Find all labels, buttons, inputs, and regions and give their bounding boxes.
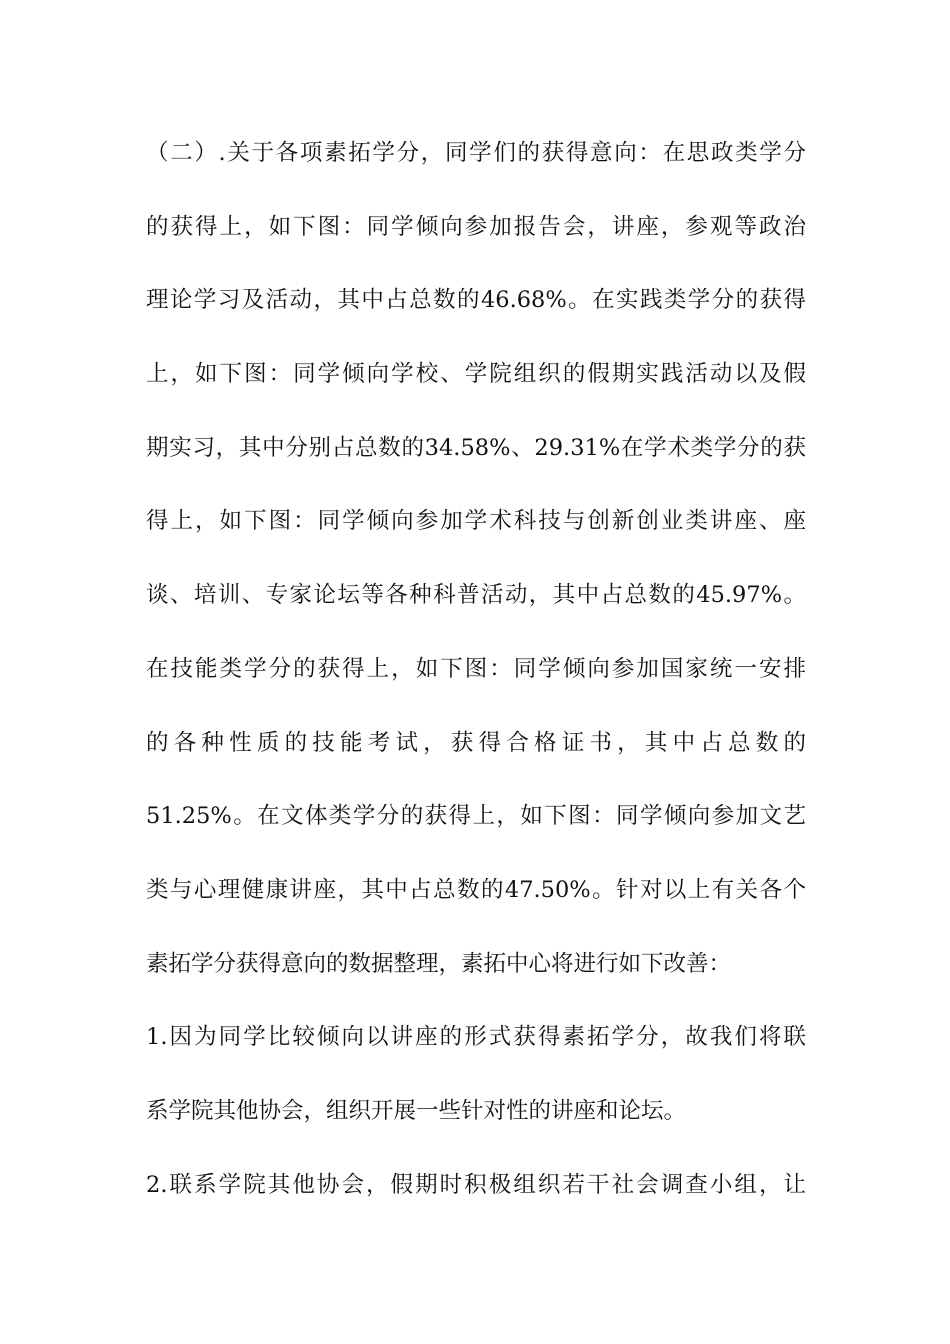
text-line-3: 理论学习及活动，其中占总数的46.68%。在实践类学分的获得 (146, 287, 806, 314)
text-line-2: 的获得上，如下图：同学倾向参加报告会，讲座，参观等政治 (146, 213, 806, 240)
text-line-6: 得上，如下图：同学倾向参加学术科技与创新创业类讲座、座 (146, 508, 806, 535)
text-line-5: 期实习，其中分别占总数的34.58%、29.31%在学术类学分的获 (146, 434, 806, 461)
text-line-9: 的各种性质的技能考试，获得合格证书，其中占总数的 (146, 729, 806, 756)
text-line-12: 素拓学分获得意向的数据整理，素拓中心将进行如下改善： (146, 950, 732, 977)
text-line-15: 2.联系学院其他协会，假期时积极组织若干社会调查小组，让 (146, 1171, 806, 1198)
text-line-7: 谈、培训、专家论坛等各种科普活动，其中占总数的45.97%。 (146, 582, 806, 609)
body-text (146, 128, 806, 1233)
text-line-11: 类与心理健康讲座，其中占总数的47.50%。针对以上有关各个 (146, 876, 806, 903)
text-line-4: 上，如下图：同学倾向学校、学院组织的假期实践活动以及假 (146, 361, 806, 388)
text-line-8: 在技能类学分的获得上，如下图：同学倾向参加国家统一安排 (146, 655, 806, 682)
text-line-14: 系学院其他协会，组织开展一些针对性的讲座和论坛。 (146, 1097, 687, 1124)
text-line-13: 1.因为同学比较倾向以讲座的形式获得素拓学分，故我们将联 (146, 1024, 806, 1051)
text-line-10: 51.25%。在文体类学分的获得上，如下图：同学倾向参加文艺 (146, 803, 806, 830)
text-line-1: （二）.关于各项素拓学分，同学们的获得意向：在思政类学分 (146, 140, 806, 166)
